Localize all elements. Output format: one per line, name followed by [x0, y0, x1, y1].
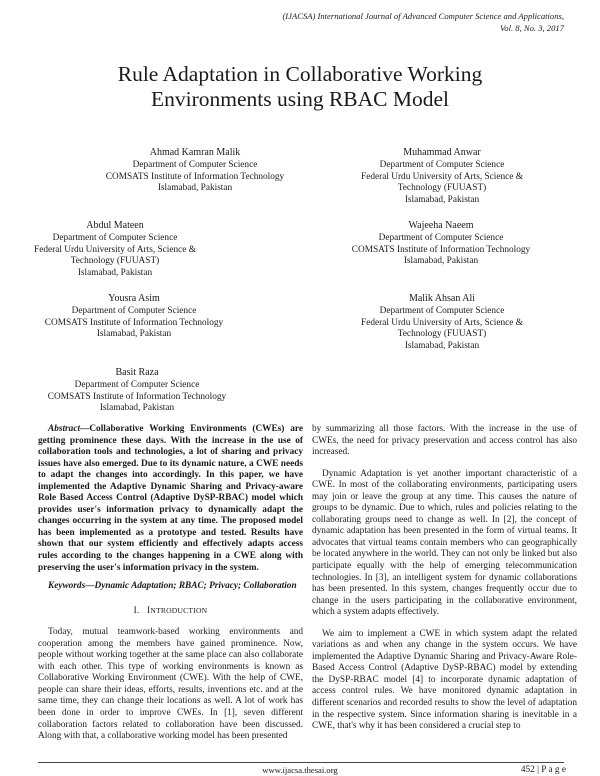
author-affiliation: Islamabad, Pakistan: [77, 267, 153, 278]
author-block: [292, 292, 592, 352]
abstract-text: Collaborative Working Environments (CWEs) are getting prominence these days. With the increase in the use of collaboration tools and technologies, a lot of sharing and privacy issues have also emerged. Due to its dynamic nature, a CWE needs to adapt the changes into accordingly. In this paper, we have implemented the Adaptive Dynamic Sharing and Privacy-aware Role Based Access Control (Adaptive DySP-RBAC) model which provides user's information privacy to dynamically adapt the changes occurring in the system at any time. The proposed model has been implemented as a prototype and tested. Results have shown that our system efficiently and effectively adapts access rules according to the changes happening in a CWE along with preserving the user's information privacy in the system.: [38, 424, 303, 573]
author-affiliation: Department of Computer Science: [52, 233, 178, 243]
author-name: Abdul Mateen: [86, 220, 144, 231]
author-affiliation: Department of Computer Science: [379, 306, 505, 316]
author-name: Yousra Asim: [108, 293, 160, 304]
author-name: Malik Ahsan Ali: [408, 293, 476, 304]
author-affiliation: Department of Computer Science: [378, 233, 504, 243]
paper-title: [40, 62, 560, 112]
footer-divider: [38, 762, 564, 763]
author-affiliation: Department of Computer Science: [379, 160, 505, 170]
intro-paragraph: Today, mutual teamwork-based working environments and cooperation among the members have gained prominence. Now, people without working together at the same place can also collaborate with each other. This type of working environments is known as Collaborative Working Environment (CWE). With the help of CWE, people can share their ideas, efforts, results, inventions etc. and at the same time, they can change their locations as well. A lot of work has been done in order to improve CWEs. In [1], seven different collaboration factors related to collaboration have been discussed. Along with that, a collaborative working model has been presented: [38, 627, 303, 742]
author-affiliation: Technology (FUUAST): [70, 256, 160, 267]
body-paragraph: Dynamic Adaptation is yet another important characteristic of a CWE. In most of the collaborating environments, participating users may join or leave the group at any time. This causes the nature of groups to be dynamic. Due to which, rules and policies relating to the collaborating groups need to change as well. In [2], the concept of dynamic adaptation has been presented in the form of virtual teams. It advocates that virtual teams contain members who can geographically be located anywhere in the world. They can not only be linked but also participate equally with the help of emerging telecommunication technologies. In [3], an intelligent system for dynamic collaborations has been presented. In this system, changes frequently occur due to change in the users participating in the collaborative environment, which a system adapts effectively.: [312, 468, 577, 618]
author-block: [0, 366, 287, 415]
author-affiliation: Islamabad, Pakistan: [96, 329, 172, 340]
section-heading: [38, 605, 303, 618]
journal-name: (IJACSA) International Journal of Advanced Computer Science and Applications,: [282, 11, 564, 21]
author-affiliation: Islamabad, Pakistan: [403, 256, 479, 267]
body-paragraph: by summarizing all those factors. With the increase in the use of CWEs, the need for privacy preservation and access control has also increased.: [312, 424, 577, 458]
section-title-rest: NTRODUCTION: [150, 605, 208, 615]
author-block: [292, 146, 592, 206]
journal-header: [184, 10, 564, 34]
author-affiliation: COMSATS Institute of Information Technology: [351, 244, 531, 255]
abstract-label: Abstract: [48, 424, 81, 434]
author-affiliation: Islamabad, Pakistan: [157, 183, 233, 194]
author-affiliation: Islamabad, Pakistan: [404, 340, 480, 351]
page-number: 452 | P a g e: [520, 765, 566, 775]
author-affiliation: COMSATS Institute of Information Technology: [105, 171, 285, 182]
abstract: [38, 424, 303, 574]
author-affiliation: Islamabad, Pakistan: [99, 403, 175, 414]
title-line-1: Rule Adaptation in Collaborative Working: [117, 62, 483, 86]
footer-url: www.ijacsa.thesai.org: [262, 765, 338, 775]
author-affiliation: Technology (FUUAST): [397, 183, 487, 194]
author-block: [291, 219, 591, 268]
body-paragraph: We aim to implement a CWE in which system adapt the related variations as and when any change in the system occurs. We have implemented the Adaptive Dynamic Sharing and Privacy-Aware Role-Based Access Control (Adaptive DySP-RBAC) model by extending the DySP-RBAC model [4] to incorporate dynamic adaptation of access control rules. We have monitored dynamic adaptation in different scenarios and recorded results to show the level of adaptation in the respective system. Since information sharing is inevitable in a CWE, that's why it has been considered a crucial step to: [312, 628, 577, 732]
right-column: [312, 424, 577, 743]
author-affiliation: Department of Computer Science: [132, 160, 258, 170]
author-block: [0, 219, 265, 279]
section-numeral: I.: [133, 605, 140, 616]
author-affiliation: Federal Urdu University of Arts, Science &: [361, 317, 523, 328]
abstract-dash: —: [80, 424, 90, 434]
author-name: Basit Raza: [115, 367, 159, 378]
author-affiliation: Department of Computer Science: [71, 306, 197, 316]
keywords: Keywords—Dynamic Adaptation; RBAC; Privacy; Collaboration: [48, 581, 297, 592]
author-block: [0, 292, 284, 341]
section-title-initial: I: [147, 605, 151, 616]
author-affiliation: Federal Urdu University of Arts, Science &: [34, 244, 196, 255]
author-affiliation: Islamabad, Pakistan: [404, 194, 480, 205]
author-name: Wajeeha Naeem: [408, 220, 474, 231]
author-affiliation: Federal Urdu University of Arts, Science &: [361, 171, 523, 182]
journal-volume: Vol. 8, No. 3, 2017: [500, 23, 564, 33]
left-column: [38, 424, 303, 753]
author-name: Muhammad Anwar: [403, 147, 481, 158]
author-name: Ahmad Kamran Malik: [149, 147, 241, 158]
author-affiliation: Department of Computer Science: [74, 380, 200, 390]
title-line-2: Environments using RBAC Model: [150, 87, 450, 111]
author-affiliation: Technology (FUUAST): [397, 329, 487, 340]
author-affiliation: COMSATS Institute of Information Technology: [44, 317, 224, 328]
author-affiliation: COMSATS Institute of Information Technology: [47, 391, 227, 402]
